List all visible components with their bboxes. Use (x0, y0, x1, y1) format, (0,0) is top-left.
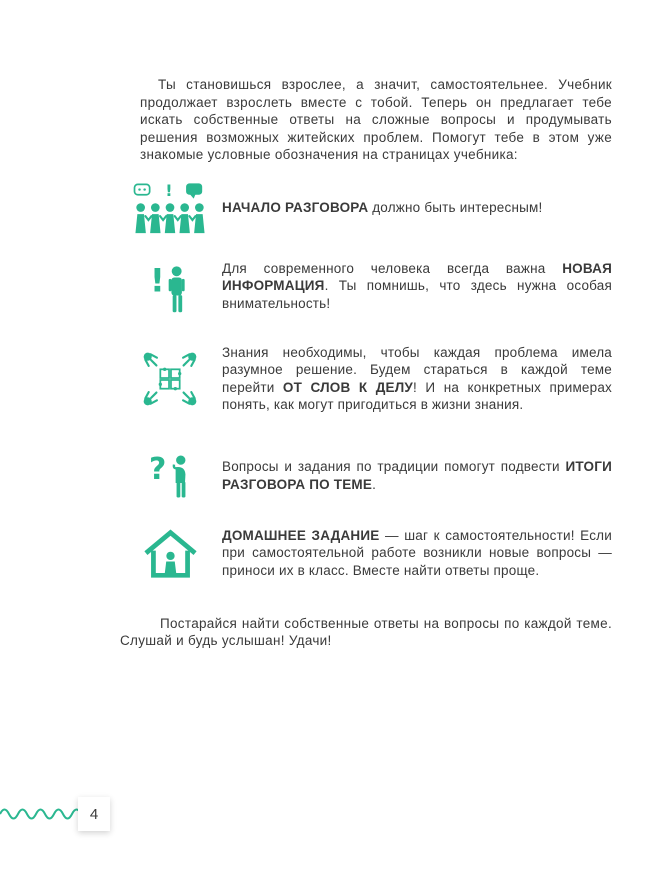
legend-item-text: Вопросы и задания по традиции помогут подвести ИТОГИ РАЗГОВОРА ПО ТЕМЕ. (222, 459, 612, 492)
intro-paragraph: Ты становишься взрослее, а значит, самостоятельнее. Учебник продолжает взрослеть вместе с тобой. Теперь он предлагает тебе искать собственные ответы на сложные вопросы и продумывать решения возможных житейских проблем. Помогут тебе в этом уже знакомые условные обозначения на страницах учебника: (140, 77, 612, 162)
legend-item-text: Знания необходимы, чтобы каждая проблема имела разумное решение. Будем стараться в каждой теме перейти ОТ СЛОВ К ДЕЛУ! И на конкретных примерах понять, как могут пригодиться в жизни знания. (222, 344, 612, 412)
outro-paragraph: Постарайся найти собственные ответы на вопросы по каждой теме. Слушай и будь услышан! Удачи! (120, 615, 612, 648)
person-exclamation-icon (118, 257, 222, 316)
legend-item (118, 257, 612, 316)
legend-item-text: ДОМАШНЕЕ ЗАДАНИЕ — шаг к самостоятельности! Если при самостоятельной работе возникли новые вопросы — приноси их в класс. Вместе найти ответы проще. (222, 527, 612, 578)
svg-text:?: ? (148, 451, 166, 487)
wave-line-icon (0, 806, 78, 827)
legend-list (118, 182, 612, 581)
page-number: 4 (78, 797, 110, 831)
hands-puzzle-icon (118, 348, 222, 410)
legend-item (118, 344, 612, 414)
conversation-group-icon (118, 182, 222, 235)
svg-text:!: ! (150, 260, 165, 299)
house-person-icon (118, 526, 222, 581)
person-question-icon (118, 448, 222, 504)
legend-item (118, 526, 612, 581)
legend-item (118, 448, 612, 504)
legend-item (118, 182, 612, 235)
svg-text:!: ! (165, 181, 173, 200)
legend-item-text: НАЧАЛО РАЗГОВОРА должно быть интересным! (222, 200, 543, 216)
legend-item-text: Для современного человека всегда важна НОВАЯ ИНФОРМАЦИЯ. Ты помнишь, что здесь нужна особая внимательность! (222, 260, 612, 311)
